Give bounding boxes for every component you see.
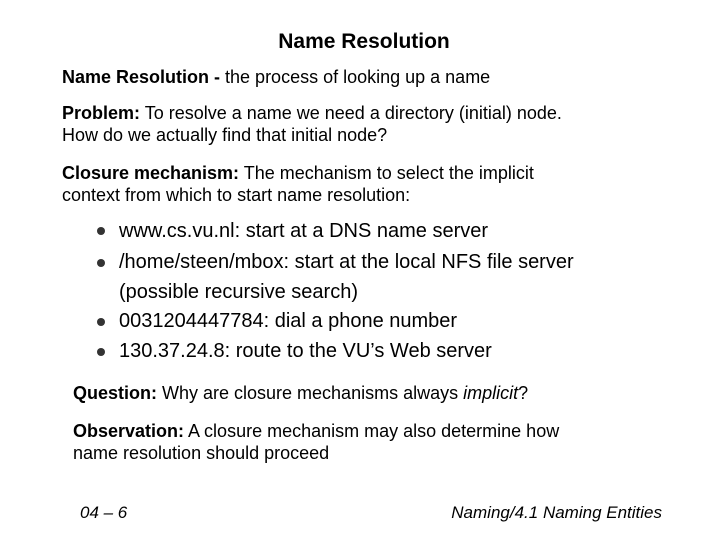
definition-line (62, 66, 490, 88)
footer-section: Naming/4.1 Naming Entities (451, 503, 662, 522)
closure-line-1: The mechanism to select the implicit (239, 163, 534, 183)
bullet-continuation: (possible recursive search) (119, 281, 358, 303)
bullet-text: : route to the VU’s Web server (224, 340, 492, 362)
observation-label: Observation: (73, 421, 185, 441)
problem-line-1: To resolve a name we need a directory (initial) node. (140, 103, 562, 123)
problem-line-2: How do we actually find that initial node? (62, 125, 388, 145)
definition-text: the process of looking up a name (225, 67, 491, 87)
question-text: Why are closure mechanisms always (157, 383, 464, 403)
question-emphasis: implicit (463, 383, 519, 403)
bullet-dot-icon (97, 348, 105, 356)
observation-paragraph (73, 420, 559, 464)
slide-title: Name Resolution (278, 30, 450, 53)
bullet-dot-icon (97, 259, 105, 267)
observation-line-1: A closure mechanism may also determine how (184, 421, 560, 441)
closure-line-2: context from which to start name resolution: (62, 185, 411, 205)
bullet-key: 0031204447784 (119, 310, 264, 332)
bullet-text: : dial a phone number (263, 310, 458, 332)
problem-paragraph (62, 102, 562, 146)
bullet-key: /home/steen/mbox (119, 251, 284, 273)
bullet-text: : start at the local NFS file server (283, 251, 574, 273)
question-end: ? (518, 383, 529, 403)
bullet-item-nfs (119, 247, 574, 277)
bullet-dot-icon (97, 227, 105, 235)
observation-line-2: name resolution should proceed (73, 443, 330, 463)
bullet-key: 130.37.24.8 (119, 340, 225, 362)
question-label: Question: (73, 383, 157, 403)
bullet-key: www.cs.vu.nl (119, 220, 235, 242)
bullet-text: : start at a DNS name server (234, 220, 489, 242)
bullet-item-dns (119, 216, 488, 246)
closure-paragraph (62, 162, 534, 206)
bullet-item-web (119, 336, 492, 366)
closure-label: Closure mechanism: (62, 163, 240, 183)
definition-term: Name Resolution - (62, 67, 226, 87)
problem-label: Problem: (62, 103, 141, 123)
question-line (73, 382, 528, 404)
bullet-item-phone (119, 306, 457, 336)
bullet-dot-icon (97, 318, 105, 326)
footer-page-number: 04 – 6 (80, 503, 128, 522)
